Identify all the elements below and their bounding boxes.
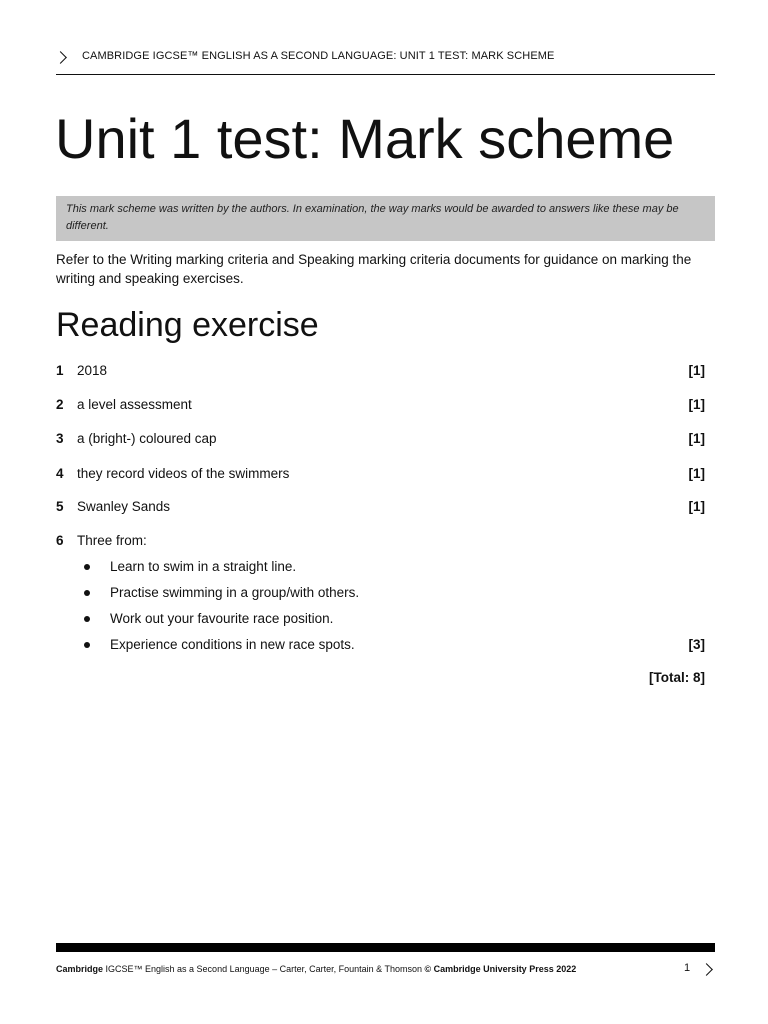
- question-mark: [1]: [688, 431, 705, 446]
- bullet-text: Work out your favourite race position.: [110, 611, 334, 626]
- footer-rule: [56, 943, 715, 952]
- footer-brand: Cambridge: [56, 964, 104, 974]
- bullet-text: Experience conditions in new race spots.: [110, 637, 355, 652]
- page-number: 1: [684, 962, 691, 974]
- bullet-item: [56, 609, 705, 629]
- question-number: 5: [56, 499, 64, 514]
- bullet-item: [56, 557, 705, 577]
- bullet-text: Learn to swim in a straight line.: [110, 559, 297, 574]
- question-answer: they record videos of the swimmers: [77, 466, 290, 481]
- page-title: Unit 1 test: Mark scheme: [55, 107, 675, 170]
- intro-paragraph: Refer to the Writing marking criteria and Speaking marking criteria documents for guidance on marking the writing and speaking exercises.: [56, 252, 692, 286]
- footer-authors: IGCSE™ English as a Second Language – Carter, Carter, Fountain & Thomson: [103, 964, 425, 974]
- disclaimer-note: This mark scheme was written by the authors. In examination, the way marks would be awarded to answers like these may be different.: [56, 196, 715, 241]
- question-mark: [1]: [688, 397, 705, 412]
- question-number: 6: [56, 533, 64, 548]
- question-row: [56, 429, 705, 449]
- question-number: 4: [56, 466, 64, 481]
- footer-copyright: © Cambridge University Press 2022: [424, 964, 577, 974]
- question-row: [56, 531, 705, 551]
- chevron-right-icon[interactable]: [700, 963, 713, 976]
- question-mark: [1]: [688, 466, 705, 481]
- running-header: [56, 46, 715, 75]
- bullet-text: Practise swimming in a group/with others.: [110, 585, 360, 600]
- question-number: 2: [56, 397, 64, 412]
- question-number: 3: [56, 431, 64, 446]
- question-number: 1: [56, 363, 64, 378]
- question-row: [56, 464, 705, 484]
- running-title: CAMBRIDGE IGCSE™ ENGLISH AS A SECOND LANGUAGE: UNIT 1 TEST: MARK SCHEME: [82, 50, 555, 62]
- bullet-icon: [84, 616, 90, 622]
- bullet-icon: [84, 590, 90, 596]
- bullet-icon: [84, 564, 90, 570]
- total-marks: [Total: 8]: [649, 670, 705, 685]
- question-answer: a (bright-) coloured cap: [77, 431, 217, 446]
- section-heading: Reading exercise: [56, 306, 319, 344]
- question-answer: 2018: [77, 363, 108, 378]
- question-mark: [1]: [688, 499, 705, 514]
- bullet-icon: [84, 642, 90, 648]
- question-row: [56, 395, 705, 415]
- question-row: [56, 497, 705, 517]
- question-answer: a level assessment: [77, 397, 192, 412]
- bullet-item: [56, 583, 705, 603]
- question-answer: Swanley Sands: [77, 499, 171, 514]
- footer-credit: [56, 964, 576, 974]
- chevron-right-icon: [54, 51, 67, 64]
- bullet-item: [56, 635, 705, 655]
- question-mark: [1]: [688, 363, 705, 378]
- bullet-mark: [3]: [688, 637, 705, 652]
- question-answer: Three from:: [77, 533, 147, 548]
- question-row: [56, 361, 705, 381]
